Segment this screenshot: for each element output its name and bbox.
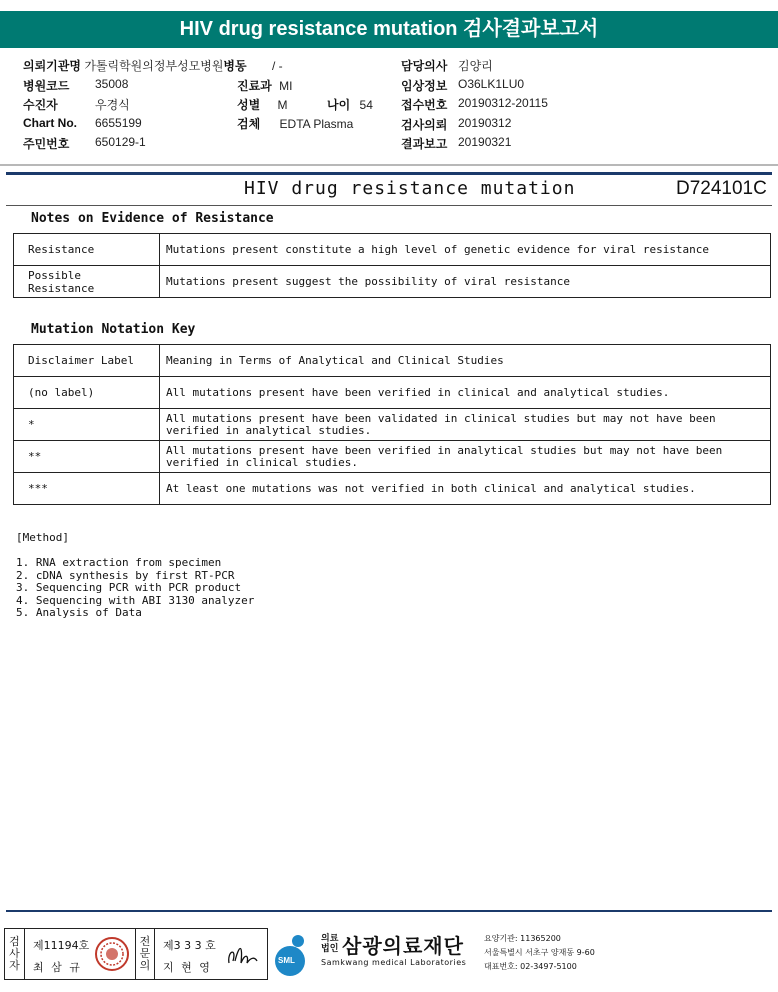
age-label: 나이 — [327, 98, 351, 112]
notation-text: All mutations present have been verified in analytical studies but may not have been verified in clinical studies. — [160, 441, 771, 473]
receipt-label: 접수번호 — [401, 98, 448, 112]
id-label: 주민번호 — [23, 137, 70, 151]
chart-row — [23, 116, 142, 130]
signature-icon — [223, 939, 263, 971]
specimen-row — [237, 115, 353, 132]
ward-label: 병동 — [223, 59, 247, 73]
sex-label: 성별 — [237, 98, 261, 112]
request-row — [401, 116, 512, 133]
request-value: 20190312 — [458, 116, 512, 130]
test-title-underline — [6, 205, 772, 206]
org-prefix — [321, 934, 338, 954]
org-address: 서울특별시 서초구 양재동 9-60 — [484, 948, 595, 957]
org-prefix-bottom: 법인 — [321, 944, 339, 954]
evidence-label: Resistance — [14, 234, 160, 266]
evidence-text: Mutations present constitute a high level of genetic evidence for viral resistance — [160, 234, 771, 266]
patient-row — [23, 96, 130, 113]
notation-label: * — [14, 409, 160, 441]
org-name-en: Samkwang medical Laboratories — [321, 958, 467, 967]
table-row — [14, 234, 771, 266]
clinical-row — [401, 77, 525, 94]
seal-stamp-icon — [95, 937, 129, 971]
notation-text: All mutations present have been verified in clinical and analytical studies. — [160, 377, 771, 409]
table-row — [14, 473, 771, 505]
sex-value: M — [277, 98, 288, 112]
approver-label: 전 문 의 — [135, 929, 155, 979]
notation-label: ** — [14, 441, 160, 473]
receipt-value: 20190312-20115 — [458, 96, 548, 110]
method-heading: [Method] — [16, 531, 69, 544]
hospital-code-row — [23, 77, 129, 94]
dept-row — [237, 77, 292, 94]
id-value: 650129-1 — [95, 135, 146, 149]
evidence-text: Mutations present suggest the possibility of viral resistance — [160, 266, 771, 298]
sml-logo-icon — [272, 933, 316, 977]
approver-license: 제3 3 3 호 — [163, 939, 216, 952]
test-divider — [6, 172, 772, 175]
header-divider — [0, 164, 778, 166]
test-title: HIV drug resistance mutation — [244, 178, 576, 199]
evidence-label: Possible Resistance — [14, 266, 160, 298]
notation-label: (no label) — [14, 377, 160, 409]
method-step: 4. Sequencing with ABI 3130 analyzer — [16, 594, 255, 607]
request-label: 검사의뢰 — [401, 118, 448, 132]
patient-value: 우경식 — [95, 98, 130, 112]
age-value: 54 — [359, 98, 373, 112]
specimen-label: 검체 — [237, 117, 261, 131]
doctor-label: 담당의사 — [401, 59, 448, 73]
table-row — [14, 377, 771, 409]
notation-heading: Mutation Notation Key — [31, 322, 196, 337]
table-header-row — [14, 345, 771, 377]
ward-value: / - — [271, 59, 283, 73]
signature-box — [4, 928, 268, 980]
method-step: 3. Sequencing PCR with PCR product — [16, 581, 242, 594]
org-name-kr: 삼광의료재단 — [342, 934, 464, 958]
table-row — [14, 441, 771, 473]
doctor-row — [401, 57, 493, 74]
institution-row — [23, 57, 283, 74]
institution-value: 가톨릭학원의정부성모병원 — [84, 59, 224, 73]
test-code: D724101C — [676, 178, 767, 199]
method-step: 2. cDNA synthesis by first RT-PCR — [16, 569, 235, 582]
notation-label: *** — [14, 473, 160, 505]
report-title-banner: HIV drug resistance mutation 검사결과보고서 — [0, 11, 778, 48]
inspector-license: 제11194호 — [33, 939, 90, 952]
receipt-row — [401, 96, 548, 113]
notation-table — [13, 344, 771, 505]
notation-text: All mutations present have been validated in clinical studies but may not have been verified in analytical studies. — [160, 409, 771, 441]
notation-header-label: Disclaimer Label — [14, 345, 160, 377]
evidence-heading: Notes on Evidence of Resistance — [31, 211, 274, 226]
notation-text: At least one mutations was not verified in both clinical and analytical studies. — [160, 473, 771, 505]
notation-header-text: Meaning in Terms of Analytical and Clinical Studies — [160, 345, 771, 377]
patient-label: 수진자 — [23, 98, 58, 112]
org-code: 요양기관: 11365200 — [484, 934, 561, 943]
sex-row — [237, 96, 288, 113]
chart-value: 6655199 — [95, 116, 142, 130]
method-step: 1. RNA extraction from specimen — [16, 556, 222, 569]
approver-name: 지 현 영 — [163, 961, 212, 974]
clinical-label: 임상정보 — [401, 79, 448, 93]
hospital-code-value: 35008 — [95, 77, 129, 91]
hospital-code-label: 병원코드 — [23, 79, 70, 93]
inspector-label: 검 사 자 — [5, 929, 25, 979]
sml-logo-text: SML — [278, 956, 295, 965]
table-row — [14, 266, 771, 298]
table-row — [14, 409, 771, 441]
dept-value: MI — [279, 79, 293, 93]
report-value: 20190321 — [458, 135, 512, 149]
method-step: 5. Analysis of Data — [16, 606, 142, 619]
chart-label: Chart No. — [23, 116, 77, 130]
inspector-name: 최 삼 규 — [33, 961, 82, 974]
report-row — [401, 135, 512, 152]
evidence-table — [13, 233, 771, 298]
report-label: 결과보고 — [401, 137, 448, 151]
institution-label: 의뢰기관명 — [23, 59, 81, 73]
dept-label: 진료과 — [237, 79, 272, 93]
specimen-value: EDTA Plasma — [279, 117, 354, 131]
doctor-value: 김양리 — [458, 59, 493, 73]
clinical-value: O36LK1LU0 — [458, 77, 525, 91]
org-prefix-top: 의료 — [321, 934, 339, 944]
org-phone: 대표번호: 02-3497-5100 — [484, 962, 577, 971]
footer-divider — [6, 910, 772, 912]
id-row — [23, 135, 146, 152]
age-row — [327, 96, 373, 113]
